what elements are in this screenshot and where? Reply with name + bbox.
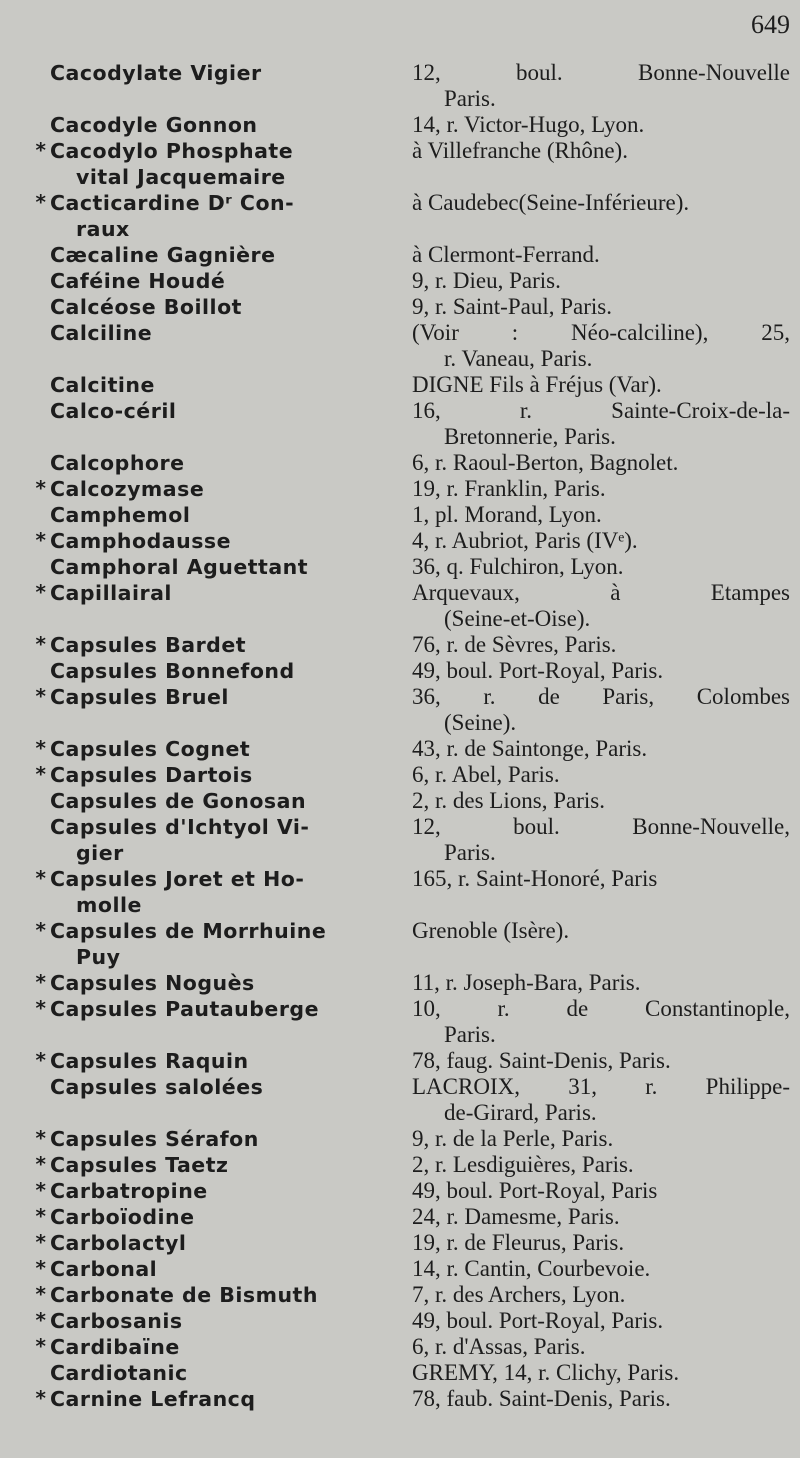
product-name <box>50 1360 390 1386</box>
entry-marker: * <box>35 580 46 604</box>
product-name-line: Carbosanis <box>50 1309 183 1333</box>
product-name <box>50 1204 390 1230</box>
directory-entry <box>0 398 800 450</box>
address <box>412 1048 790 1074</box>
address-line: 14, r. Victor-Hugo, Lyon. <box>412 112 645 137</box>
product-name-continuation: gier <box>76 841 124 865</box>
address <box>412 398 790 450</box>
entry-marker: * <box>35 1334 46 1358</box>
directory-entry <box>0 1334 800 1360</box>
address-line: à Villefranche (Rhône). <box>412 138 628 163</box>
product-name <box>50 1334 390 1360</box>
entry-marker: * <box>35 1230 46 1254</box>
address-continuation: Bretonnerie, Paris. <box>444 424 616 449</box>
directory-entry <box>0 788 800 814</box>
address <box>412 788 790 814</box>
product-name <box>50 1178 390 1204</box>
address-continuation: r. Vaneau, Paris. <box>444 346 593 371</box>
product-name <box>50 1282 390 1308</box>
product-name <box>50 1074 390 1100</box>
product-name-line: Capsules Bruel <box>50 685 229 709</box>
product-name-line: Calcozymase <box>50 477 205 501</box>
address <box>412 190 790 216</box>
address <box>412 736 790 762</box>
product-name <box>50 632 390 658</box>
address-line: 49, boul. Port-Royal, Paris. <box>412 1308 664 1333</box>
product-name-line: Cardiotanic <box>50 1361 188 1385</box>
address <box>412 1282 790 1308</box>
address-line: GREMY, 14, r. Clichy, Paris. <box>412 1360 680 1385</box>
product-name <box>50 658 390 684</box>
address-continuation: de-Girard, Paris. <box>444 1100 597 1125</box>
directory-entry <box>0 1204 800 1230</box>
address-continuation: (Seine-et-Oise). <box>444 606 591 631</box>
product-name-line: Caféine Houdé <box>50 269 226 293</box>
address-continuation: Paris. <box>444 840 496 865</box>
directory-entry <box>0 970 800 996</box>
product-name <box>50 112 390 138</box>
address <box>412 1230 790 1256</box>
directory-entry <box>0 60 800 112</box>
entry-marker: * <box>35 684 46 708</box>
address <box>412 294 790 320</box>
product-name <box>50 398 390 424</box>
product-name <box>50 138 390 190</box>
directory-entry <box>0 242 800 268</box>
address <box>412 658 790 684</box>
entry-marker: * <box>35 1178 46 1202</box>
product-name-line: Carbatropine <box>50 1179 208 1203</box>
address-line: (Voir : Néo-calciline), 25, <box>412 320 790 345</box>
product-name <box>50 1048 390 1074</box>
address-line: 11, r. Joseph-Bara, Paris. <box>412 970 641 995</box>
address <box>412 1308 790 1334</box>
entry-marker: * <box>35 762 46 786</box>
address-line: 2, r. Lesdiguières, Paris. <box>412 1152 634 1177</box>
directory-entry <box>0 450 800 476</box>
address <box>412 1334 790 1360</box>
address <box>412 1256 790 1282</box>
directory-entry <box>0 1360 800 1386</box>
product-name <box>50 372 390 398</box>
product-name <box>50 190 390 242</box>
directory-entry <box>0 1386 800 1412</box>
directory-entry <box>0 918 800 970</box>
address <box>412 866 790 892</box>
product-name-line: Capsules Noguès <box>50 971 255 995</box>
address <box>412 528 790 554</box>
entry-marker: * <box>35 190 46 214</box>
product-name <box>50 1230 390 1256</box>
address-line: LACROIX, 31, r. Philippe- <box>412 1074 790 1099</box>
product-name <box>50 996 390 1022</box>
entry-marker: * <box>35 528 46 552</box>
address <box>412 918 790 944</box>
address-line: 7, r. des Archers, Lyon. <box>412 1282 626 1307</box>
product-name <box>50 1126 390 1152</box>
product-name <box>50 268 390 294</box>
directory-entry <box>0 372 800 398</box>
directory-entry <box>0 1126 800 1152</box>
address <box>412 580 790 632</box>
product-name-line: Capsules Cognet <box>50 737 251 761</box>
address-line: Grenoble (Isère). <box>412 918 570 943</box>
product-name-line: Capsules Pautauberge <box>50 997 320 1021</box>
product-name-continuation: molle <box>76 893 142 917</box>
entry-marker: * <box>35 996 46 1020</box>
directory-entry <box>0 1152 800 1178</box>
address <box>412 684 790 736</box>
product-name-line: Calcitine <box>50 373 155 397</box>
product-name-line: Camphemol <box>50 503 191 527</box>
address <box>412 450 790 476</box>
entry-marker: * <box>35 866 46 890</box>
entry-marker: * <box>35 736 46 760</box>
address <box>412 970 790 996</box>
product-name-line: Calcophore <box>50 451 185 475</box>
directory-entry <box>0 814 800 866</box>
address-continuation: Paris. <box>444 1022 496 1047</box>
product-name-line: Capsules Joret et Ho- <box>50 867 305 891</box>
address-line: à Clermont-Ferrand. <box>412 242 600 267</box>
address-line: 6, r. Raoul-Berton, Bagnolet. <box>412 450 679 475</box>
product-name-continuation: vital Jacquemaire <box>76 165 286 189</box>
directory-entry <box>0 1230 800 1256</box>
address-continuation: (Seine). <box>444 710 517 735</box>
directory-entry <box>0 1178 800 1204</box>
product-name <box>50 970 390 996</box>
product-name-line: Capsules de Gonosan <box>50 789 307 813</box>
address-line: 9, r. Saint-Paul, Paris. <box>412 294 612 319</box>
entry-marker: * <box>35 1256 46 1280</box>
product-name-line: Cacodyle Gonnon <box>50 113 258 137</box>
address <box>412 814 790 866</box>
address-line: 1, pl. Morand, Lyon. <box>412 502 602 527</box>
product-name <box>50 1386 390 1412</box>
entry-marker: * <box>35 138 46 162</box>
entry-marker: * <box>35 1386 46 1410</box>
product-name <box>50 476 390 502</box>
address-line: 10, r. de Constantinople, <box>412 996 790 1021</box>
directory-entry <box>0 684 800 736</box>
product-name-line: Capsules Bardet <box>50 633 247 657</box>
product-name-line: Cardibaïne <box>50 1335 180 1359</box>
product-name-line: Capillairal <box>50 581 172 605</box>
product-name <box>50 762 390 788</box>
entry-marker: * <box>35 1152 46 1176</box>
address <box>412 112 790 138</box>
address-line: 78, faub. Saint-Denis, Paris. <box>412 1386 671 1411</box>
address <box>412 1178 790 1204</box>
address-line: 24, r. Damesme, Paris. <box>412 1204 620 1229</box>
product-name-line: Cæcaline Gagnière <box>50 243 276 267</box>
address-line: 9, r. de la Perle, Paris. <box>412 1126 614 1151</box>
address-line: Arquevaux, à Etampes <box>412 580 790 605</box>
product-name <box>50 788 390 814</box>
entry-marker: * <box>35 1126 46 1150</box>
address-line: 2, r. des Lions, Paris. <box>412 788 605 813</box>
address-line: 36, q. Fulchiron, Lyon. <box>412 554 624 579</box>
product-name <box>50 502 390 528</box>
address-line: 49, boul. Port-Royal, Paris. <box>412 658 664 683</box>
directory-entry <box>0 632 800 658</box>
product-name-continuation: raux <box>76 217 130 241</box>
product-name-line: Carbonate de Bismuth <box>50 1283 318 1307</box>
product-name-line: Calciline <box>50 321 153 345</box>
address-line: 6, r. d'Assas, Paris. <box>412 1334 586 1359</box>
product-name <box>50 450 390 476</box>
directory-entry <box>0 268 800 294</box>
product-name <box>50 554 390 580</box>
product-name-line: Capsules d'Ichtyol Vi- <box>50 815 310 839</box>
address-line: 12, boul. Bonne-Nouvelle, <box>412 814 790 839</box>
directory-entry <box>0 996 800 1048</box>
entry-marker: * <box>35 476 46 500</box>
product-name <box>50 684 390 710</box>
address-line: 19, r. Franklin, Paris. <box>412 476 606 501</box>
directory-entry <box>0 528 800 554</box>
product-name-line: Capsules de Morrhuine <box>50 919 327 943</box>
product-name <box>50 918 390 970</box>
address-line: 76, r. de Sèvres, Paris. <box>412 632 617 657</box>
address-line: 165, r. Saint-Honoré, Paris <box>412 866 658 891</box>
directory-entry <box>0 1048 800 1074</box>
address-line: DIGNE Fils à Fréjus (Var). <box>412 372 662 397</box>
product-name-line: Camphoral Aguettant <box>50 555 309 579</box>
directory-entry <box>0 736 800 762</box>
product-name <box>50 1308 390 1334</box>
product-name-continuation: Puy <box>76 945 121 969</box>
address-line: 14, r. Cantin, Courbevoie. <box>412 1256 651 1281</box>
product-name <box>50 528 390 554</box>
address-line: 6, r. Abel, Paris. <box>412 762 560 787</box>
product-name-line: Calco-céril <box>50 399 177 423</box>
product-name-line: Carboïodine <box>50 1205 195 1229</box>
directory-entry <box>0 138 800 190</box>
entry-marker: * <box>35 1308 46 1332</box>
entry-marker: * <box>35 1048 46 1072</box>
directory-entry <box>0 1074 800 1126</box>
directory-entry <box>0 658 800 684</box>
address-line: 49, boul. Port-Royal, Paris <box>412 1178 658 1203</box>
directory-entry <box>0 554 800 580</box>
page-number: 649 <box>751 10 790 39</box>
address <box>412 372 790 398</box>
address <box>412 1152 790 1178</box>
address <box>412 1204 790 1230</box>
directory-entry <box>0 502 800 528</box>
product-name-line: Cacodylate Vigier <box>50 61 262 85</box>
entry-marker: * <box>35 918 46 942</box>
product-name-line: Carnine Lefrancq <box>50 1387 256 1411</box>
product-name-line: Capsules Bonnefond <box>50 659 295 683</box>
address <box>412 1074 790 1126</box>
directory-entry <box>0 1282 800 1308</box>
product-name <box>50 294 390 320</box>
product-name-line: Cacodylo Phosphate <box>50 139 294 163</box>
product-name <box>50 580 390 606</box>
entry-marker: * <box>35 970 46 994</box>
product-name-line: Capsules salolées <box>50 1075 264 1099</box>
address <box>412 1386 790 1412</box>
product-name-line: Carbonal <box>50 1257 158 1281</box>
address-line: 78, faug. Saint-Denis, Paris. <box>412 1048 671 1073</box>
address <box>412 632 790 658</box>
address <box>412 320 790 372</box>
product-name <box>50 242 390 268</box>
directory-entry <box>0 320 800 372</box>
product-name-line: Camphodausse <box>50 529 232 553</box>
product-name <box>50 1152 390 1178</box>
directory-entry <box>0 1308 800 1334</box>
address <box>412 996 790 1048</box>
address <box>412 476 790 502</box>
address-line: 12, boul. Bonne-Nouvelle <box>412 60 790 85</box>
address <box>412 242 790 268</box>
directory-entry <box>0 1256 800 1282</box>
address <box>412 138 790 164</box>
directory-entry <box>0 112 800 138</box>
address-continuation: Paris. <box>444 86 496 111</box>
directory-entry <box>0 762 800 788</box>
address <box>412 60 790 112</box>
entry-marker: * <box>35 1204 46 1228</box>
product-name <box>50 814 390 866</box>
directory-entry <box>0 190 800 242</box>
address-line: 4, r. Aubriot, Paris (IVᵉ). <box>412 528 638 553</box>
address-line: 43, r. de Saintonge, Paris. <box>412 736 648 761</box>
address-line: 16, r. Sainte-Croix-de-la- <box>412 398 790 423</box>
product-name <box>50 736 390 762</box>
address-line: 36, r. de Paris, Colombes <box>412 684 790 709</box>
product-name <box>50 320 390 346</box>
directory-entry <box>0 294 800 320</box>
product-name-line: Capsules Raquin <box>50 1049 249 1073</box>
address-line: 19, r. de Fleurus, Paris. <box>412 1230 625 1255</box>
directory-entry <box>0 580 800 632</box>
address <box>412 1126 790 1152</box>
product-name <box>50 866 390 918</box>
entry-marker: * <box>35 632 46 656</box>
product-name <box>50 1256 390 1282</box>
product-name-line: Capsules Taetz <box>50 1153 229 1177</box>
address <box>412 268 790 294</box>
product-name-line: Calcéose Boillot <box>50 295 242 319</box>
product-name-line: Capsules Sérafon <box>50 1127 259 1151</box>
address <box>412 502 790 528</box>
product-name-line: Cacticardine Dʳ Con- <box>50 191 295 215</box>
directory-entry <box>0 476 800 502</box>
product-name-line: Carbolactyl <box>50 1231 187 1255</box>
address <box>412 554 790 580</box>
address-line: 9, r. Dieu, Paris. <box>412 268 561 293</box>
product-name-line: Capsules Dartois <box>50 763 253 787</box>
product-name <box>50 60 390 86</box>
address <box>412 1360 790 1386</box>
entry-marker: * <box>35 1282 46 1306</box>
address-line: à Caudebec(Seine-Inférieure). <box>412 190 690 215</box>
directory-entry <box>0 866 800 918</box>
address <box>412 762 790 788</box>
